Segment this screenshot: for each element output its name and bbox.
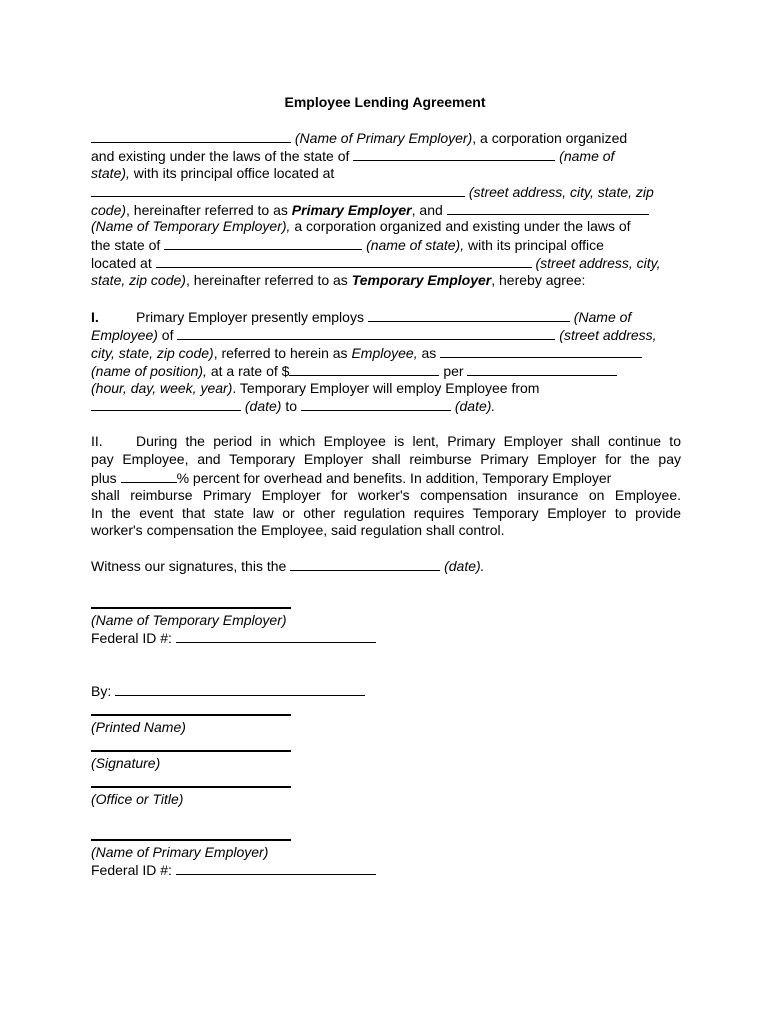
primary-state-blank[interactable]	[353, 147, 555, 161]
section-1-number: I.	[91, 309, 99, 325]
document-title: Employee Lending Agreement	[284, 94, 486, 110]
rate-period-blank[interactable]	[467, 362, 617, 376]
temporary-address-blank[interactable]	[156, 254, 532, 268]
section-1: I. Primary Employer presently employs (Name of Employee) of (street address, city, state, zip code), referred to herein as Employee, as (name of position), at a rate of $ per (hour, day, week, year). Temporary Employer will employ Employee from (date) to (date).	[91, 309, 657, 415]
witness-date-blank[interactable]	[290, 557, 440, 571]
printed-name-line[interactable]	[91, 714, 291, 716]
by-blank[interactable]	[115, 682, 365, 696]
primary-employer-signature-line[interactable]	[91, 839, 291, 841]
federal-id-blank-2[interactable]	[176, 861, 376, 875]
primary-employer-name-label: (Name of Primary Employer)	[91, 844, 269, 860]
temporary-state-blank[interactable]	[164, 236, 362, 250]
temporary-employer-name-blank[interactable]	[447, 201, 649, 215]
section-2-number: II.	[91, 433, 103, 449]
office-title-label: (Office or Title)	[91, 791, 184, 807]
primary-employer-name-blank[interactable]	[91, 129, 291, 143]
start-date-blank[interactable]	[91, 397, 241, 411]
end-date-blank[interactable]	[301, 397, 451, 411]
intro-paragraph: (Name of Primary Employer), a corporation organized and existing under the laws of the state of (name of state), with its principal office located at (street address, city, state, zip code), hereinafter referred to as Primary Employer, and (Name of Temporary Employer), a corporation organized and existing under the laws of the state of (name of state), with its principal office located at (street address, city, state, zip code), hereinafter referred to as Temporary Employer, hereby agree:	[91, 130, 661, 289]
federal-id-blank-1[interactable]	[176, 629, 376, 643]
employee-name-blank[interactable]	[368, 308, 570, 322]
office-title-line[interactable]	[91, 786, 291, 788]
witness-line: Witness our signatures, this the (date).	[91, 558, 485, 574]
signature-line[interactable]	[91, 750, 291, 752]
federal-id-row-1: Federal ID #:	[91, 629, 376, 647]
primary-address-blank[interactable]	[91, 183, 465, 197]
rate-blank[interactable]	[289, 362, 439, 376]
printed-name-label: (Printed Name)	[91, 719, 186, 735]
section-2: II. During the period in which Employee is lent, Primary Employer shall continue to pay Employee, and Temporary Employer shall reimburse Primary Employer for the pay plus % percent for overhead and benefits. In addition, Temporary Employer shall reimburse Primary Employer for worker's compensation insurance on Employee. In the event that state law or other regulation requires Temporary Employer to provide worker's compensation the Employee, said regulation shall control.	[91, 433, 681, 539]
signature-label: (Signature)	[91, 755, 161, 771]
temp-employer-signature-line[interactable]	[91, 607, 291, 609]
employee-address-blank[interactable]	[177, 326, 555, 340]
federal-id-row-2: Federal ID #:	[91, 861, 376, 879]
overhead-percent-blank[interactable]	[121, 469, 177, 483]
by-row: By:	[91, 682, 365, 700]
position-blank[interactable]	[440, 344, 642, 358]
temp-employer-name-label: (Name of Temporary Employer)	[91, 612, 287, 628]
